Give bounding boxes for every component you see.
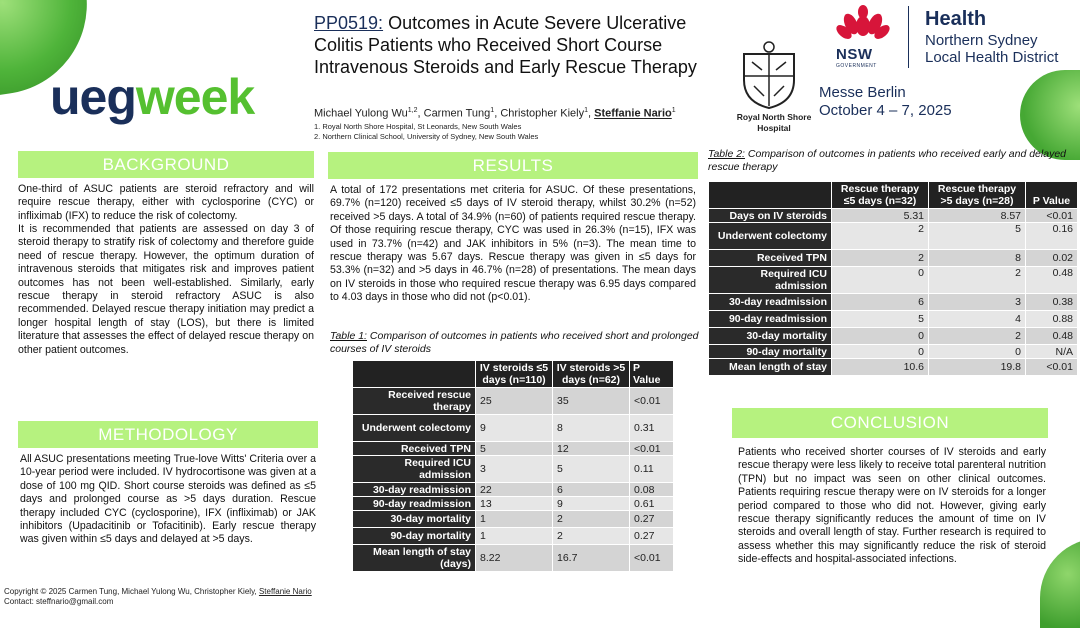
table-row (709, 359, 1078, 376)
table-row (353, 442, 674, 456)
table-cell: 9 (553, 497, 630, 511)
table-cell: 19.8 (929, 359, 1026, 376)
methodology-text: All ASUC presentations meeting True-love Witts' Criteria over a 10-year period were included. IV hydrocortisone was given at a dose of 100 mg QID. Short course steroids was defined as ≤5 days and prolonged course as >5 days duration. Rescue therapy included CYC (cyclosporine), IFX (infliximab) or JAK inhibitors (Upadacitinib or Tofacitinib). Early rescue therapy was given within ≤5 days and delayed at >5 days. (20, 453, 316, 546)
table1-row-label: Received TPN (353, 442, 476, 456)
table2 (708, 181, 1078, 376)
table2-row-label: 90-day readmission (709, 311, 832, 328)
results-text: A total of 172 presentations met criteria for ASUC. Of these presentations, 69.7% (n=120) received ≤5 days of IV steroid therapy, whilst 30.2% (n=52) received >5 days. A total of 34.9% (n=60) of patients required rescue therapy. Of those requiring rescue therapy, CYC was used in 26.3% (n=15), IFX was used in 73.7% (n=42) and JAK inhibitors in 5% (n=3). The mean time to rescue therapy was 5.67 days. Rescue therapy was given in ≤5 days for 53.3% (n=32) and >5 days in 46.7% (n=28) of presentations. The mean days on IV steroids in those who required rescue therapy was 6.95 days compared to 4.03 days in those who did not (p<0.01). (330, 184, 696, 304)
presenting-author-name: Steffanie Nario (594, 107, 672, 120)
table-cell: 1 (476, 511, 553, 528)
table2-row-label: Underwent colectomy (709, 223, 832, 250)
poster-title (314, 12, 724, 78)
table-cell: 0 (929, 345, 1026, 359)
table2-row-label: Days on IV steroids (709, 209, 832, 223)
ueg-week-logo (50, 69, 255, 125)
results-heading: RESULTS (328, 152, 698, 179)
ueg-logo-text: ueg (50, 69, 136, 125)
table1-row-label: 90-day mortality (353, 528, 476, 545)
table1-row-label: 30-day mortality (353, 511, 476, 528)
table-cell: 8.22 (476, 545, 553, 572)
table-cell: 13 (476, 497, 553, 511)
copyright-line (4, 587, 312, 597)
table-cell: 0.08 (630, 483, 674, 497)
table-cell: 10.6 (832, 359, 929, 376)
table-cell: 9 (476, 415, 553, 442)
affiliation-2: 2. Northern Clinical School, University of Sydney, New South Wales (314, 132, 539, 141)
background-heading: BACKGROUND (18, 151, 314, 178)
nsw-government-text: GOVERNMENT (836, 63, 877, 69)
lhd-line-1: Northern Sydney (925, 32, 1038, 49)
table-cell: 16.7 (553, 545, 630, 572)
table1-caption (330, 330, 700, 356)
table-row (353, 528, 674, 545)
author-name: Christopher Kiely (500, 107, 585, 120)
health-logo-text: Health (925, 8, 987, 30)
table-row (709, 250, 1078, 267)
table-cell: 2 (929, 328, 1026, 345)
affiliation-1: 1. Royal North Shore Hospital, St Leonards, New South Wales (314, 122, 522, 131)
table-cell: 0.48 (1026, 267, 1078, 294)
table-cell: 0 (832, 345, 929, 359)
table-cell: 2 (929, 267, 1026, 294)
table-cell: 8.57 (929, 209, 1026, 223)
table1 (352, 360, 674, 572)
lhd-line-2: Local Health District (925, 49, 1059, 66)
table-row (353, 388, 674, 415)
table1-header: IV steroids >5 days (n=62) (553, 361, 630, 388)
author-superscript: 1 (671, 107, 676, 114)
venue-text: Messe Berlin (819, 84, 906, 101)
table-cell: <0.01 (630, 442, 674, 456)
table-cell: 0.02 (1026, 250, 1078, 267)
author-name: Carmen Tung (423, 107, 491, 120)
table-cell: 5 (832, 311, 929, 328)
table-cell: 2 (832, 223, 929, 250)
table2-row-label: Required ICU admission (709, 267, 832, 294)
table-cell: 8 (929, 250, 1026, 267)
background-paragraph-1: One-third of ASUC patients are steroid refractory and will require rescue therapy, either with cyclosporine (CYC) or infliximab (IFX) to reduce the risk of colectomy. (18, 183, 314, 222)
copyright-footer (4, 587, 312, 607)
table2-label: Table 2: (708, 148, 745, 160)
table-cell: 5 (929, 223, 1026, 250)
table1-row-label: Underwent colectomy (353, 415, 476, 442)
table-row (353, 483, 674, 497)
table1-row-label: Received rescue therapy (353, 388, 476, 415)
table-cell: 2 (832, 250, 929, 267)
table1-caption-text: Comparison of outcomes in patients who received short and prolonged courses of IV steroids (330, 330, 699, 355)
table-cell: 0.11 (630, 456, 674, 483)
author-superscript: 1 (584, 107, 588, 114)
table2-row-label: Received TPN (709, 250, 832, 267)
table2-caption (708, 148, 1078, 174)
table-row (709, 209, 1078, 223)
table-row (709, 345, 1078, 359)
decorative-leaf-right (1020, 70, 1080, 160)
table1-header: IV steroids ≤5 days (n=110) (476, 361, 553, 388)
rnsh-logo-text: Royal North Shore Hospital (736, 112, 812, 133)
conclusion-heading: CONCLUSION (732, 408, 1048, 438)
table-cell: 6 (553, 483, 630, 497)
table-cell: 0.88 (1026, 311, 1078, 328)
contact-line: Contact: steffnario@gmail.com (4, 597, 114, 606)
table1-row-label: 30-day readmission (353, 483, 476, 497)
table-row (353, 497, 674, 511)
table-cell: 0.38 (1026, 294, 1078, 311)
author-superscript: 1 (490, 107, 495, 114)
table-cell: <0.01 (630, 545, 674, 572)
conclusion-text: Patients who received shorter courses of IV steroids and early rescue therapy were less likely to receive total parenteral nutrition (TPN) but no impact was seen on other clinical outcomes. Patients requiring rescue therapy were on IV steroids for a longer period compared to those who did not. However, giving early rescue therapy significantly reduces the amount of time on IV steroids and overall length of stay. Further research is required to assess whether this may significantly reduce the risk of steroid side-effects and hospital-associated infections. (738, 446, 1046, 566)
table-row (353, 545, 674, 572)
table-row (709, 328, 1078, 345)
table2-caption-text: Comparison of outcomes in patients who received early and delayed rescue therapy (708, 148, 1067, 173)
table2-row-label: 30-day readmission (709, 294, 832, 311)
table-cell: 0.61 (630, 497, 674, 511)
table2-corner (709, 182, 832, 209)
table-row (709, 267, 1078, 294)
table-cell: 5 (476, 442, 553, 456)
nsw-waratah-icon (833, 4, 893, 48)
poster-title-text: Outcomes in Acute Severe Ulcerative Colitis Patients who Received Short Course Intravenous Steroids and Early Rescue Therapy (314, 13, 697, 77)
table-cell: 0.27 (630, 511, 674, 528)
table-row (353, 415, 674, 442)
author-superscript: 1,2 (407, 107, 418, 114)
copyright-presenter: Steffanie Nario (258, 587, 312, 596)
table-row (353, 511, 674, 528)
table2-row-label: Mean length of stay (709, 359, 832, 376)
table-cell: 2 (553, 511, 630, 528)
table2-header: P Value (1026, 182, 1078, 209)
background-paragraph-2: It is recommended that patients are assessed on day 3 of steroid therapy to stratify risk of colectomy and therefore guide need of rescue therapy. However, the optimum duration of intravenous steroids that mitigates risk and improves patient outcomes has not been well-established. Similarly, early rescue therapy in steroid refractory ASUC is also recommended. Delayed rescue therapy initiation may predict a longer hospital length of stay (LOS), but there is limited literature that assesses the effect of delayed rescue therapy on other patient outcomes. (18, 223, 314, 356)
table1-header: P Value (630, 361, 674, 388)
table2-header: Rescue therapy >5 days (n=28) (929, 182, 1026, 209)
table-cell: 0.16 (1026, 223, 1078, 250)
table-row (709, 311, 1078, 328)
table-cell: 6 (832, 294, 929, 311)
author-list: Michael Yulong Wu$^{1,2}$, Carmen Tung$^1$, Christopher Kiely$^1$, Steffanie Nario$^1$ (314, 107, 676, 120)
table-cell: 2 (553, 528, 630, 545)
logo-divider (908, 6, 909, 68)
table-cell: 35 (553, 388, 630, 415)
table-cell: 22 (476, 483, 553, 497)
event-dates-text: October 4 – 7, 2025 (819, 102, 952, 119)
table-cell: 8 (553, 415, 630, 442)
table-cell: <0.01 (630, 388, 674, 415)
table-cell: <0.01 (1026, 209, 1078, 223)
table-cell: 5 (553, 456, 630, 483)
table-cell: 1 (476, 528, 553, 545)
table1-corner (353, 361, 476, 388)
copyright-text: Copyright © 2025 Carmen Tung, Michael Yulong Wu, Christopher Kiely, (4, 587, 257, 596)
table-cell: 0.27 (630, 528, 674, 545)
table-cell: 5.31 (832, 209, 929, 223)
week-logo-text: week (135, 69, 255, 125)
table1-row-label: 90-day readmission (353, 497, 476, 511)
table-row (709, 223, 1078, 250)
table1-row-label: Required ICU admission (353, 456, 476, 483)
table1-label: Table 1: (330, 330, 367, 342)
table1-row-label: Mean length of stay (days) (353, 545, 476, 572)
table2-row-label: 90-day mortality (709, 345, 832, 359)
table-cell: 0 (832, 328, 929, 345)
table-row (709, 294, 1078, 311)
table-cell: 4 (929, 311, 1026, 328)
table-row (353, 456, 674, 483)
table-cell: 0.31 (630, 415, 674, 442)
table-cell: 0.48 (1026, 328, 1078, 345)
royal-north-shore-crest-icon (738, 40, 800, 110)
author-name: Michael Yulong Wu (314, 107, 408, 120)
decorative-leaf-bottom-right (1040, 538, 1080, 628)
poster-code: PP0519: (314, 13, 384, 33)
table-cell: 0 (832, 267, 929, 294)
table-cell: 25 (476, 388, 553, 415)
table-cell: <0.01 (1026, 359, 1078, 376)
table2-row-label: 30-day mortality (709, 328, 832, 345)
table2-header: Rescue therapy ≤5 days (n=32) (832, 182, 929, 209)
table-cell: 12 (553, 442, 630, 456)
table-cell: N/A (1026, 345, 1078, 359)
methodology-heading: METHODOLOGY (18, 421, 318, 448)
table-cell: 3 (929, 294, 1026, 311)
nsw-logo-text: NSW (836, 46, 873, 63)
table-cell: 3 (476, 456, 553, 483)
